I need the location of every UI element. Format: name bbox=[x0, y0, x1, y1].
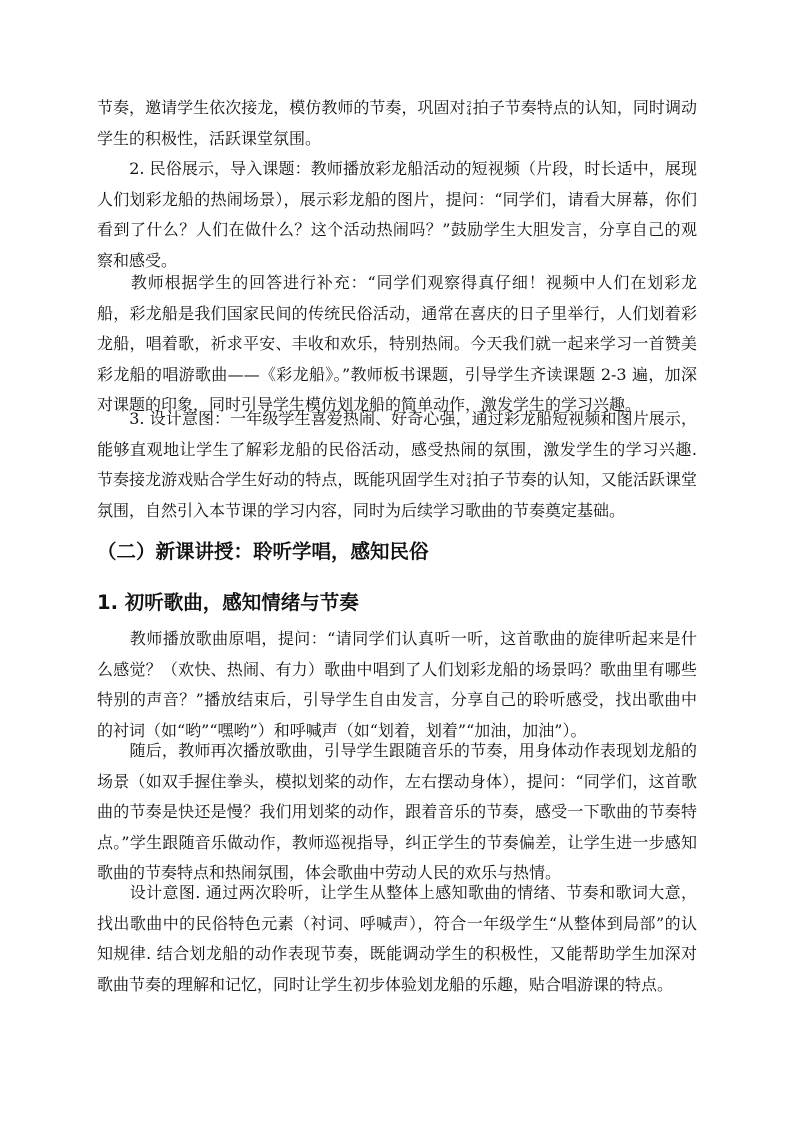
paragraph-teacher-supplement: 教师根据学生的回答进行补充：“同学们观察得真仔细！视频中人们在划彩龙船，彩龙船是我们国家民间的传统民俗活动，通常在喜庆的日子里举行，人们划着彩龙船，唱着歌，祈求平安、丰收和欢乐，特别热闹。今天我们就一起来学习一首赞美彩龙船的唱游歌曲——《彩龙船》。”教师板书课题，引导学生齐读课题 2-3 遍，加深对课题的印象，同时引导学生模仿划龙船的简单动作，激发学生的学习兴趣。 bbox=[97, 273, 697, 414]
fraction-2-4 bbox=[467, 473, 472, 489]
text-segment: 3. 设计意图：一年级学生喜爱热闹、好奇心强，通过彩龙船短视频和图片展示，能够直观地让学生了解彩龙船的民俗活动，感受热闹的氛围，激发学生的学习兴趣. 节奏接龙游戏贴合学生好动的特点，既能巩固学生对 bbox=[97, 409, 697, 489]
fraction-numerator: 2 bbox=[466, 471, 472, 481]
fraction-numerator: 2 bbox=[466, 99, 472, 109]
text-segment: 节奏，邀请学生依次接龙，模仿教师的节奏，巩固对 bbox=[97, 98, 466, 117]
section-heading-new-lesson: （二）新课讲授：聆听学唱，感知民俗 bbox=[97, 540, 429, 563]
text-segment: 拍子节奏的认知，又能活跃课堂氛围，自然引入本节课的学习内容，同时为后续学习歌曲的节奏奠定基础。 bbox=[97, 470, 697, 520]
paragraph-play-song: 教师播放歌曲原唱，提问：“请同学们认真听一听，这首歌曲的旋律听起来是什么感觉？（欢快、热闹、有力）歌曲中唱到了人们划彩龙船的场景吗？歌曲里有哪些特别的声音？”播放结束后，引导学生自由发言，分享自己的聆听感受，找出歌曲中的衬词（如“哟”“嘿哟”）和呼喊声（如“划着，划着”“加油，加油”）。 bbox=[97, 629, 697, 740]
fraction-2-4 bbox=[467, 101, 472, 117]
paragraph-replay-song: 随后，教师再次播放歌曲，引导学生跟随音乐的节奏，用身体动作表现划龙船的场景（如双手握住拳头，模拟划桨的动作，左右摆动身体），提问：“同学们，这首歌曲的节奏是快还是慢？我们用划桨的动作，跟着音乐的节奏，感受一下歌曲的节奏特点。”学生跟随音乐做动作，教师巡视指导，纠正学生的节奏偏差，让学生进一步感知歌曲的节奏特点和热闹氛围，体会歌曲中劳动人民的欢乐与热情。 bbox=[97, 741, 697, 882]
paragraph-design-intent-1 bbox=[97, 404, 697, 526]
subsection-heading-first-listen: 1. 初听歌曲，感知情绪与节奏 bbox=[97, 591, 359, 614]
paragraph-design-intent-2: 设计意图. 通过两次聆听，让学生从整体上感知歌曲的情绪、节奏和歌词大意，找出歌曲中的民俗特色元素（衬词、呼喊声），符合一年级学生“从整体到局部”的认知规律. 结合划龙船的动作表现节奏，既能调动学生的积极性，又能帮助学生加深对歌曲节奏的理解和记忆，同时让学生初步体验划龙船的乐趣，贴合唱游课的特点。 bbox=[97, 883, 697, 994]
fraction-denominator: 4 bbox=[466, 107, 472, 117]
fraction-denominator: 4 bbox=[466, 479, 472, 489]
paragraph-folk-display: 2. 民俗展示，导入课题：教师播放彩龙船活动的短视频（片段，时长适中，展现人们划彩龙船的热闹场景），展示彩龙船的图片，提问：“同学们，请看大屏幕，你们看到了什么？人们在做什么？这个活动热闹吗？”鼓励学生大胆发言，分享自己的观察和感受。 bbox=[97, 159, 697, 270]
text-segment: 拍子节奏特点的认知，同时调动学生的积极性，活跃课堂氛围。 bbox=[97, 98, 697, 148]
paragraph-rhythm-intro bbox=[97, 93, 697, 154]
